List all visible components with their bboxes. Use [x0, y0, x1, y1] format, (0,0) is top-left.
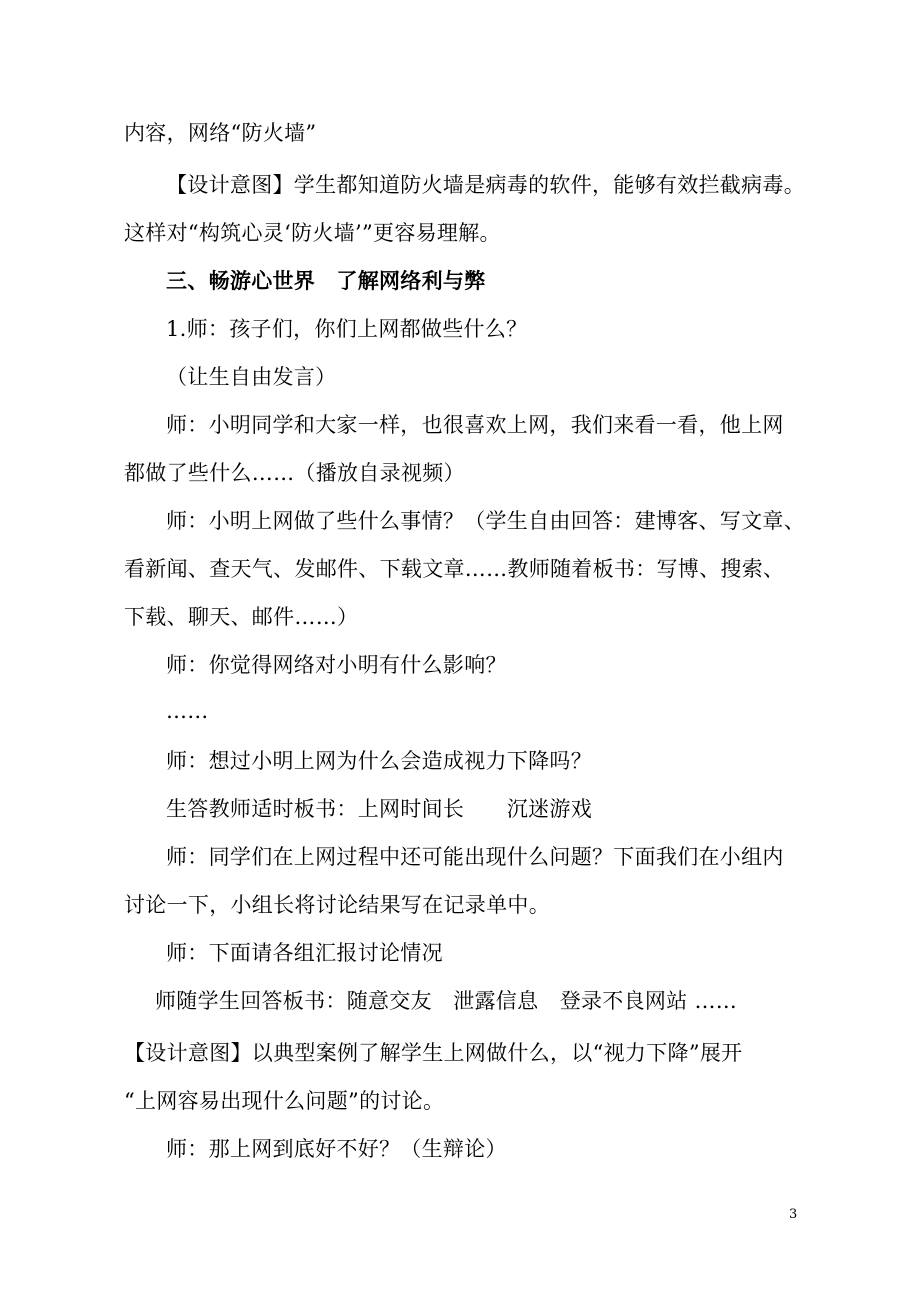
paragraph-line: 师：小明同学和大家一样，也很喜欢上网，我们来看一看，他上网 [166, 413, 784, 437]
section-heading: 三、畅游心世界 了解网络利与弊 [166, 268, 486, 293]
page-number: 3 [789, 1207, 798, 1222]
paragraph-line: 看新闻、查天气、发邮件、下载文章……教师随着板书：写博、搜索、 [124, 557, 785, 581]
paragraph-line: 师：同学们在上网过程中还可能出现什么问题？下面我们在小组内 [166, 845, 784, 869]
paragraph-line: 师随学生回答板书：随意交友 泄露信息 登录不良网站 …… [155, 989, 738, 1013]
paragraph-line: 师：那上网到底好不好？（生辩论） [166, 1137, 507, 1161]
paragraph-line: “上网容易出现什么问题”的讨论。 [124, 1089, 445, 1113]
paragraph-line: 1.师：孩子们，你们上网都做些什么？ [166, 317, 528, 341]
paragraph-line: 这样对“构筑心灵‘防火墙’”更容易理解。 [124, 221, 501, 245]
paragraph-line: 师：你觉得网络对小明有什么影响？ [166, 653, 507, 677]
paragraph-line: 讨论一下，小组长将讨论结果写在记录单中。 [124, 893, 550, 917]
paragraph-line: 都做了些什么……（播放自录视频） [124, 461, 465, 485]
ellipsis-line: …… [166, 699, 209, 723]
design-intent-line: 【设计意图】以典型案例了解学生上网做什么，以“视力下降”展开 [124, 1041, 743, 1065]
paragraph-line: 师：小明上网做了些什么事情？（学生自由回答：建博客、写文章、 [166, 509, 805, 533]
paragraph-line: 内容，网络“防火墙” [124, 121, 317, 145]
paragraph-line: 师：想过小明上网为什么会造成视力下降吗？ [166, 749, 592, 773]
paragraph-line: 师：下面请各组汇报讨论情况 [166, 941, 443, 965]
paragraph-line: 下载、聊天、邮件……） [124, 605, 359, 629]
design-intent-line: 【设计意图】学生都知道防火墙是病毒的软件，能够有效拦截病毒。 [166, 173, 805, 197]
paragraph-line: （让生自由发言） [166, 365, 337, 389]
paragraph-line: 生答教师适时板书：上网时间长 沉迷游戏 [166, 797, 592, 821]
